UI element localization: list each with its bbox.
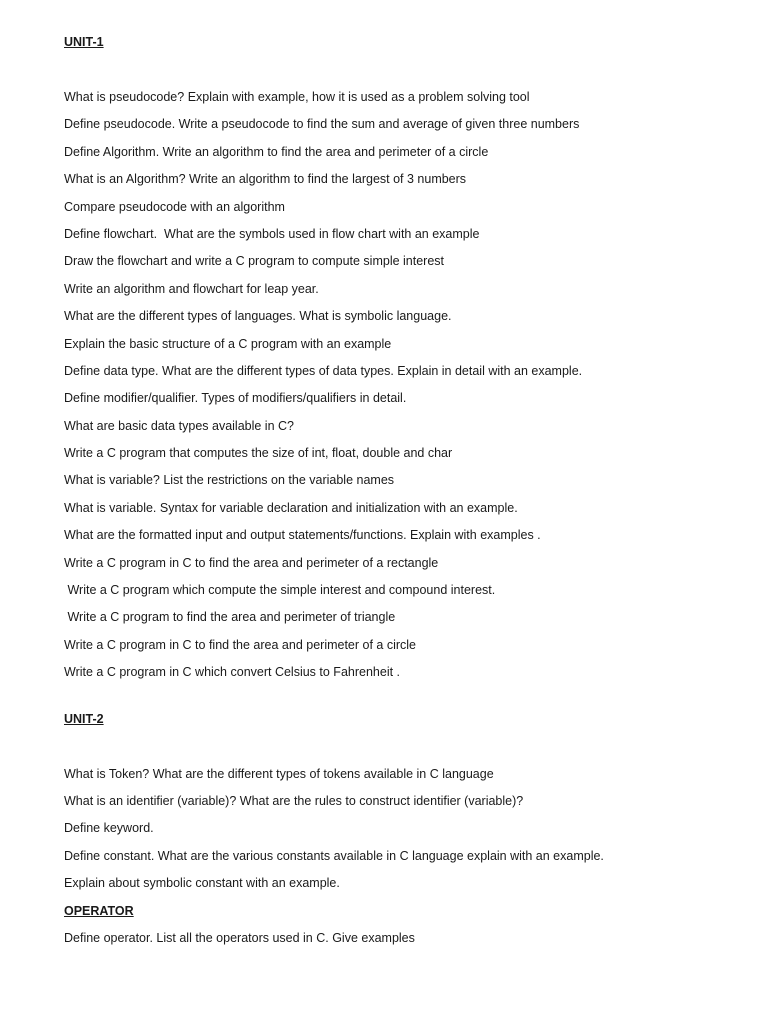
question-item: What is Token? What are the different types of tokens available in C language [64,766,494,781]
question-item: Define constant. What are the various constants available in C language explain with an example. [64,848,604,863]
unit-1-heading: UNIT-1 [64,35,104,49]
question-item: Draw the flowchart and write a C program to compute simple interest [64,254,445,269]
question-item: Define modifier/qualifier. Types of modifiers/qualifiers in detail. [64,391,407,406]
question-item: What is an identifier (variable)? What are the rules to construct identifier (variable)? [64,793,524,808]
question-item: Define operator. List all the operators used in C. Give examples [64,930,415,945]
unit-2-heading: UNIT-2 [64,711,104,726]
question-item: Define data type. What are the different types of data types. Explain in detail with an example. [64,363,583,378]
question-item: Write an algorithm and flowchart for leap year. [64,281,319,296]
question-item: Write a C program in C to find the area and perimeter of a rectangle [64,555,439,570]
question-item: Define keyword. [64,821,154,836]
question-item: Write a C program which compute the simple interest and compound interest. [64,583,496,598]
question-item: Explain the basic structure of a C program with an example [64,336,392,351]
question-item: What are basic data types available in C? [64,418,294,433]
question-item: What are the different types of languages. What is symbolic language. [64,309,452,324]
question-item: Define flowchart. What are the symbols used in flow chart with an example [64,226,480,241]
question-item: Write a C program that computes the size of int, float, double and char [64,446,453,461]
question-item: What are the formatted input and output statements/functions. Explain with examples . [64,528,541,543]
question-item: Explain about symbolic constant with an example. [64,876,340,891]
document-content [64,34,744,957]
question-item: What is pseudocode? Explain with example, how it is used as a problem solving tool [64,90,530,104]
question-item: Define pseudocode. Write a pseudocode to find the sum and average of given three numbers [64,117,580,132]
unit-1-question-list [64,89,744,680]
question-item: What is an Algorithm? Write an algorithm to find the largest of 3 numbers [64,172,467,187]
question-item: Define Algorithm. Write an algorithm to find the area and perimeter of a circle [64,144,489,159]
question-item: What is variable. Syntax for variable declaration and initialization with an example. [64,500,518,515]
question-item: Write a C program in C to find the area and perimeter of a circle [64,637,417,652]
question-item: Write a C program in C which convert Celsius to Fahrenheit . [64,665,401,680]
operator-question-list [64,930,744,946]
operator-heading: OPERATOR [64,903,134,918]
unit-2-question-list [64,766,744,892]
question-item: Compare pseudocode with an algorithm [64,199,285,214]
question-item: Write a C program to find the area and perimeter of triangle [64,610,396,625]
question-item: What is variable? List the restrictions on the variable names [64,473,395,488]
